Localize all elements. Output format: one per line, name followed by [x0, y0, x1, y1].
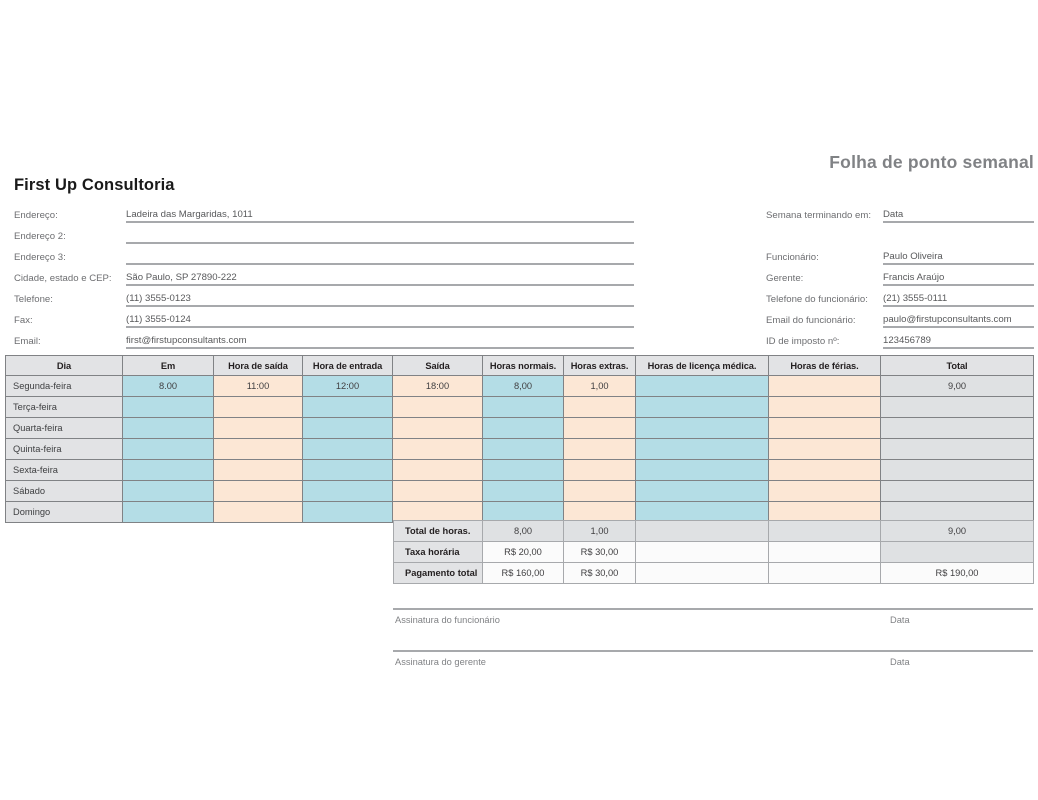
cell-saida[interactable] [393, 439, 483, 460]
table-row [6, 376, 1034, 397]
company-field-7 [14, 328, 634, 349]
cell-saida[interactable] [393, 418, 483, 439]
total-horas-extras[interactable]: 1,00 [564, 521, 636, 542]
cell-licenca-medica[interactable] [636, 460, 769, 481]
cell-total[interactable]: 9,00 [881, 376, 1034, 397]
company-field-4 [14, 265, 634, 286]
total-licenca-medica[interactable] [636, 563, 769, 584]
field-value[interactable]: São Paulo, SP 27890-222 [126, 272, 237, 283]
cell-licenca-medica[interactable] [636, 439, 769, 460]
company-field-3 [14, 244, 634, 265]
field-label: Fax: [14, 315, 33, 326]
cell-day: Quinta-feira [6, 439, 123, 460]
totals-row [394, 521, 1034, 542]
field-underline [126, 347, 634, 349]
totals-row-label: Taxa horária [394, 542, 483, 563]
timesheet-table [5, 355, 1034, 523]
cell-saida[interactable] [393, 397, 483, 418]
employee-field-6 [766, 328, 1034, 349]
company-field-5 [14, 286, 634, 307]
cell-licenca-medica[interactable] [636, 376, 769, 397]
table-row [6, 481, 1034, 502]
signature-line-2 [393, 650, 1033, 674]
cell-total[interactable] [881, 397, 1034, 418]
cell-horas-normais[interactable]: 8,00 [483, 376, 564, 397]
cell-horas-ferias[interactable] [769, 481, 881, 502]
field-label: Email do funcionário: [766, 315, 856, 326]
totals-row [394, 542, 1034, 563]
column-header: Horas normais. [483, 356, 564, 376]
field-value[interactable]: (11) 3555-0124 [126, 314, 191, 325]
field-value[interactable]: Data [883, 209, 904, 220]
cell-licenca-medica[interactable] [636, 397, 769, 418]
field-label: ID de imposto nº: [766, 336, 840, 347]
cell-hora-saida[interactable] [214, 439, 303, 460]
cell-hora-entrada[interactable] [303, 481, 393, 502]
company-field-6 [14, 307, 634, 328]
cell-horas-normais[interactable] [483, 397, 564, 418]
cell-horas-ferias[interactable] [769, 418, 881, 439]
cell-hora-saida[interactable] [214, 460, 303, 481]
column-header: Dia [6, 356, 123, 376]
cell-horas-extras[interactable] [564, 439, 636, 460]
column-header: Hora de entrada [303, 356, 393, 376]
column-header: Horas extras. [564, 356, 636, 376]
cell-day: Sexta-feira [6, 460, 123, 481]
cell-hora-entrada[interactable] [303, 460, 393, 481]
cell-em[interactable] [123, 481, 214, 502]
cell-horas-ferias[interactable] [769, 439, 881, 460]
signature-date-label: Data [890, 657, 910, 667]
column-header: Hora de saída [214, 356, 303, 376]
signature-label: Assinatura do gerente [395, 657, 486, 667]
page-title: Folha de ponto semanal [829, 152, 1034, 172]
field-label: Endereço 2: [14, 231, 66, 242]
cell-total[interactable] [881, 418, 1034, 439]
cell-total[interactable] [881, 460, 1034, 481]
total-grand[interactable]: 9,00 [881, 521, 1034, 542]
total-horas-ferias[interactable] [769, 542, 881, 563]
cell-horas-normais[interactable] [483, 481, 564, 502]
column-header: Saída [393, 356, 483, 376]
total-horas-extras[interactable]: R$ 30,00 [564, 563, 636, 584]
cell-day: Terça-feira [6, 397, 123, 418]
cell-hora-saida[interactable]: 11:00 [214, 376, 303, 397]
cell-horas-extras[interactable] [564, 481, 636, 502]
cell-horas-normais[interactable] [483, 418, 564, 439]
totals-row-label: Total de horas. [394, 521, 483, 542]
company-field-2 [14, 223, 634, 244]
cell-em[interactable] [123, 502, 214, 523]
field-value[interactable]: Francis Araújo [883, 272, 945, 283]
field-underline [883, 347, 1034, 349]
field-value[interactable]: (11) 3555-0123 [126, 293, 191, 304]
field-value[interactable]: 123456789 [883, 335, 932, 346]
total-horas-normais[interactable]: R$ 160,00 [483, 563, 564, 584]
table-row [6, 439, 1034, 460]
column-header: Total [881, 356, 1034, 376]
company-name: First Up Consultoria [14, 176, 175, 194]
cell-horas-extras[interactable] [564, 397, 636, 418]
field-label: Endereço 3: [14, 252, 66, 263]
cell-saida[interactable] [393, 481, 483, 502]
cell-hora-saida[interactable] [214, 481, 303, 502]
cell-horas-ferias[interactable] [769, 397, 881, 418]
cell-em[interactable] [123, 418, 214, 439]
total-horas-ferias[interactable] [769, 563, 881, 584]
field-label: Cidade, estado e CEP: [14, 273, 112, 284]
cell-hora-entrada[interactable]: 12:00 [303, 376, 393, 397]
signature-date-label: Data [890, 615, 910, 625]
table-row [6, 460, 1034, 481]
field-label: Semana terminando em: [766, 210, 872, 221]
field-label: Funcionário: [766, 252, 819, 263]
cell-horas-extras[interactable] [564, 460, 636, 481]
field-label: Email: [14, 336, 41, 347]
field-value[interactable]: Ladeira das Margaridas, 1011 [126, 209, 253, 220]
cell-hora-entrada[interactable] [303, 418, 393, 439]
field-label: Telefone do funcionário: [766, 294, 868, 305]
totals-row [394, 563, 1034, 584]
cell-day: Domingo [6, 502, 123, 523]
cell-day: Quarta-feira [6, 418, 123, 439]
cell-horas-ferias[interactable] [769, 376, 881, 397]
total-horas-normais[interactable]: R$ 20,00 [483, 542, 564, 563]
cell-horas-extras[interactable] [564, 418, 636, 439]
cell-hora-entrada[interactable] [303, 502, 393, 523]
timesheet-header-row [6, 356, 1034, 376]
totals-table [393, 520, 1034, 584]
cell-total[interactable] [881, 481, 1034, 502]
total-horas-extras[interactable]: R$ 30,00 [564, 542, 636, 563]
signature-label: Assinatura do funcionário [395, 615, 500, 625]
field-label: Telefone: [14, 294, 53, 305]
field-label: Endereço: [14, 210, 58, 221]
cell-hora-saida[interactable] [214, 502, 303, 523]
field-value[interactable]: (21) 3555-0111 [883, 293, 948, 304]
cell-horas-ferias[interactable] [769, 460, 881, 481]
cell-em[interactable]: 8.00 [123, 376, 214, 397]
total-licenca-medica[interactable] [636, 521, 769, 542]
field-value[interactable]: Paulo Oliveira [883, 251, 943, 262]
signature-rule [393, 608, 1033, 610]
cell-horas-extras[interactable]: 1,00 [564, 376, 636, 397]
cell-licenca-medica[interactable] [636, 418, 769, 439]
column-header: Horas de licença médica. [636, 356, 769, 376]
company-field-1 [14, 202, 634, 223]
employee-field-5 [766, 307, 1034, 328]
totals-row-label: Pagamento total [394, 563, 483, 584]
cell-horas-normais[interactable] [483, 439, 564, 460]
field-label: Gerente: [766, 273, 804, 284]
field-underline [883, 221, 1034, 223]
cell-em[interactable] [123, 460, 214, 481]
employee-field-1 [766, 202, 1034, 223]
column-header: Em [123, 356, 214, 376]
field-value[interactable]: first@firstupconsultants.com [126, 335, 247, 346]
cell-em[interactable] [123, 397, 214, 418]
total-horas-normais[interactable]: 8,00 [483, 521, 564, 542]
cell-day: Sábado [6, 481, 123, 502]
cell-total[interactable] [881, 439, 1034, 460]
table-row [6, 418, 1034, 439]
signature-line-1 [393, 608, 1033, 632]
cell-saida[interactable] [393, 460, 483, 481]
cell-hora-saida[interactable] [214, 397, 303, 418]
signature-rule [393, 650, 1033, 652]
column-header: Horas de férias. [769, 356, 881, 376]
employee-field-3 [766, 265, 1034, 286]
total-grand[interactable]: R$ 190,00 [881, 563, 1034, 584]
total-licenca-medica[interactable] [636, 542, 769, 563]
cell-licenca-medica[interactable] [636, 481, 769, 502]
field-value[interactable]: paulo@firstupconsultants.com [883, 314, 1012, 325]
cell-hora-entrada[interactable] [303, 397, 393, 418]
total-grand[interactable] [881, 542, 1034, 563]
table-row [6, 397, 1034, 418]
total-horas-ferias[interactable] [769, 521, 881, 542]
cell-horas-normais[interactable] [483, 460, 564, 481]
cell-hora-entrada[interactable] [303, 439, 393, 460]
cell-hora-saida[interactable] [214, 418, 303, 439]
cell-em[interactable] [123, 439, 214, 460]
cell-saida[interactable]: 18:00 [393, 376, 483, 397]
employee-field-2 [766, 244, 1034, 265]
employee-field-4 [766, 286, 1034, 307]
cell-day: Segunda-feira [6, 376, 123, 397]
